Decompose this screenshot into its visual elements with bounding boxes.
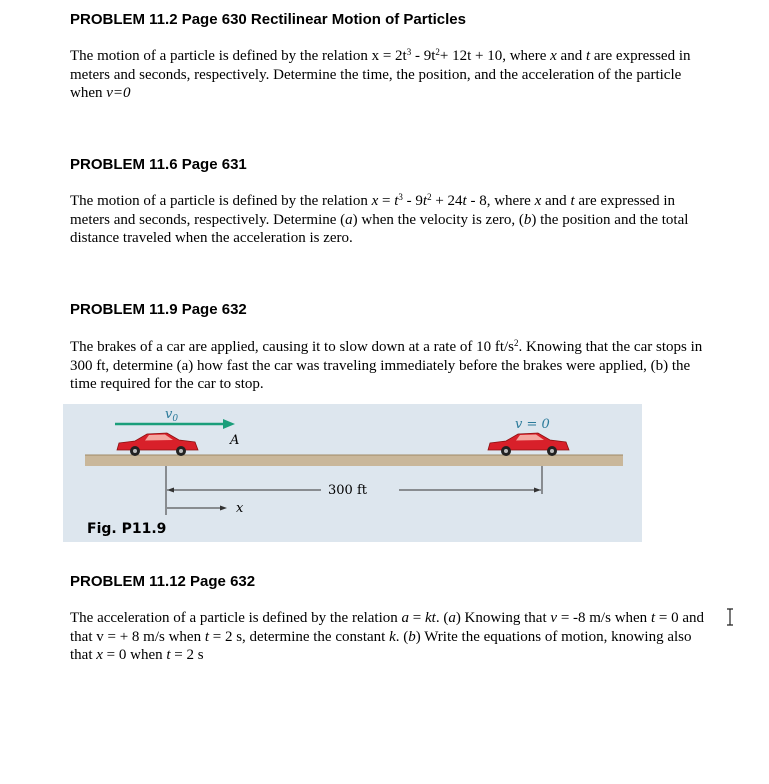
problem-11-9-text: The brakes of a car are applied, causing it to slow down at a rate of 10 $ft/s^2$. Knowing that the car stops in 300 ft, determine (a) how fast the car was traveling immediately before the brakes were applied, (b) the time required for the car to stop. [70,338,703,392]
text-cursor-icon [725,608,735,626]
v-final-label: v = 0 [515,417,550,432]
figure-caption: Fig. P11.9 [87,521,167,537]
figure-p11-9 [63,404,642,542]
distance-label: 300 ft [328,483,367,498]
problem-11-2-text: The motion of a particle is defined by the relation $x = 2t^3 - 9t^2+ 12t + 10$, where x and t are expressed in meters and seconds, respectively. Determine the time, the position, and the acceleration of the particle when v=0 [70,47,691,101]
problem-11-12-text: The acceleration of a particle is defined by the relation a = kt. (a) Knowing that v = -8 m/s when t = 0 and that v = + 8 m/s when t = 2 s, determine the constant k. (b) Write the equations of motion, knowing also that x = 0 when t = 2 s [70,610,704,663]
x-axis-label: x [236,501,244,516]
x-axis-arrow [167,506,227,511]
point-a-label: A [230,433,240,448]
problem-11-6-text: The motion of a particle is defined by the relation $x = t^3 - 9t^2 + 24t - 8$, where x and t are expressed in meters and seconds, respectively. Determine (a) when the velocity is zero, (b) the position and the total distance traveled when the acceleration is zero. [70,192,689,246]
car-final [488,433,569,456]
problem-11-6-heading: PROBLEM 11.6 Page 631 [70,156,247,173]
problem-11-9-heading: PROBLEM 11.9 Page 632 [70,301,247,318]
ground [85,455,623,466]
problem-11-2-heading: PROBLEM 11.2 Page 630 Rectilinear Motion of Particles [70,11,466,28]
v0-label: $v_0$ [165,407,179,424]
car-initial [117,433,198,456]
dimension-arrow-right [534,488,541,493]
dimension-arrow-left [167,488,174,493]
problem-11-12-heading: PROBLEM 11.12 Page 632 [70,573,256,590]
